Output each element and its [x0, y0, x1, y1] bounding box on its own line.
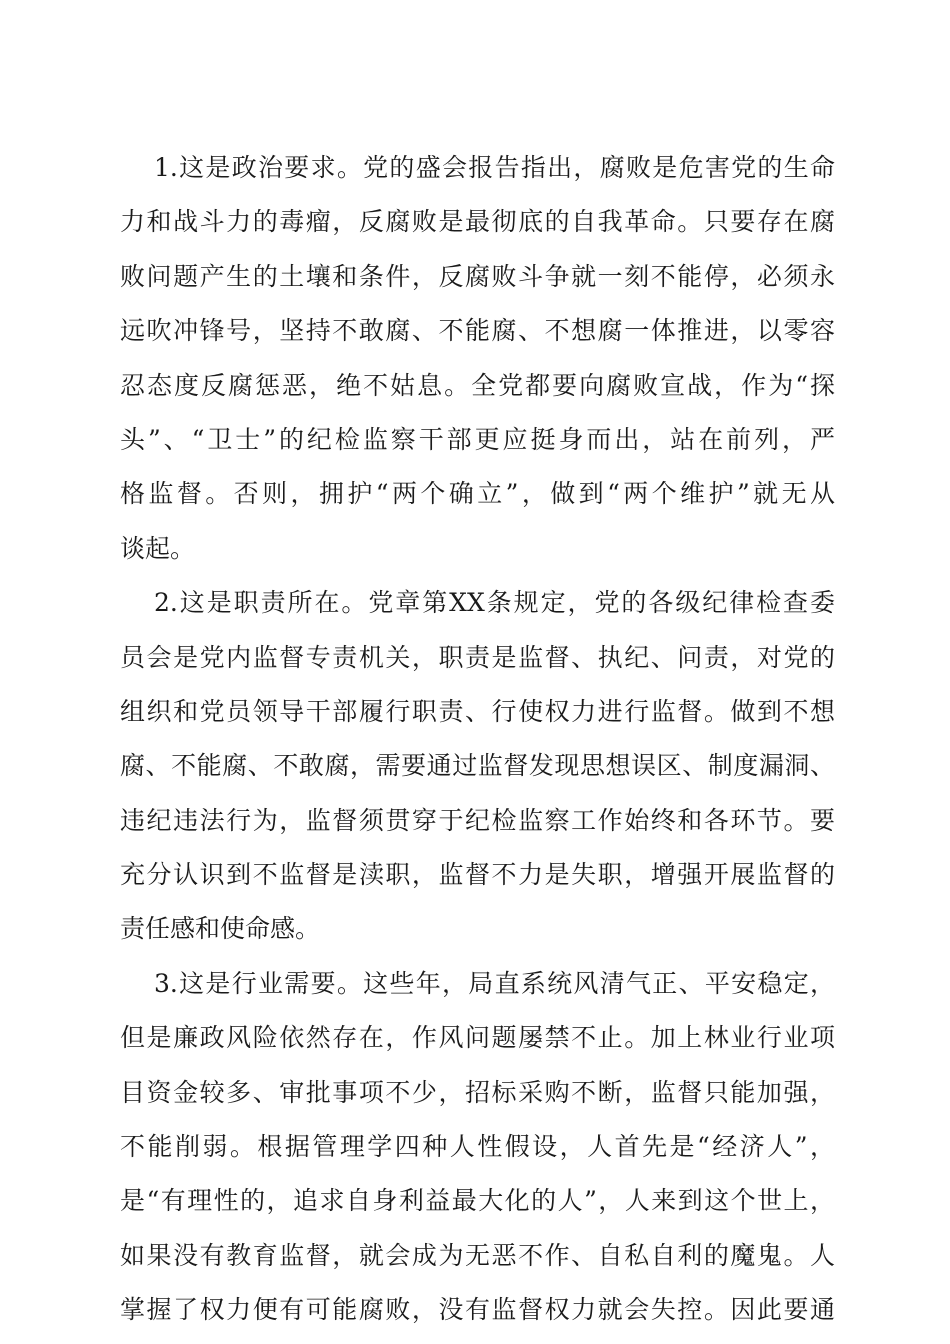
text-line: 1.这是政治要求。党的盛会报告指出，腐败是危害党的生命: [154, 153, 835, 182]
text-line: 员会是党内监督专责机关，职责是监督、执纪、问责，对党的: [120, 642, 835, 672]
text-line: 充分认识到不监督是渎职，监督不力是失职，增强开展监督的: [120, 860, 835, 890]
text-line: 败问题产生的土壤和条件，反腐败斗争就一刻不能停，必须永: [120, 261, 835, 291]
text-line: 目资金较多、审批事项不少，招标采购不断，监督只能加强，: [120, 1077, 835, 1107]
text-line: 腐、不能腐、不敢腐，需要通过监督发现思想误区、制度漏洞、: [120, 751, 835, 781]
text-line: 2.这是职责所在。党章第XX条规定，党的各级纪律检查委: [154, 588, 835, 618]
text-line: 谈起。: [120, 533, 196, 563]
text-line: 但是廉政风险依然存在，作风问题屡禁不止。加上林业行业项: [120, 1023, 835, 1053]
text-line: 远吹冲锋号，坚持不敢腐、不能腐、不想腐一体推进，以零容: [120, 316, 835, 346]
text-line: 不能削弱。根据管理学四种人性假设，人首先是“经济人”，: [120, 1132, 835, 1162]
text-line: 责任感和使命感。: [120, 914, 321, 944]
text-line: 3.这是行业需要。这些年，局直系统风清气正、平安稳定，: [154, 968, 835, 998]
text-line: 力和战斗力的毒瘤，反腐败是最彻底的自我革命。只要存在腐: [120, 207, 835, 237]
paragraph-industry-need: [120, 957, 835, 1338]
text-line: 头”、“卫士”的纪检监察干部更应挺身而出，站在前列，严: [120, 424, 835, 454]
paragraph-duty: [120, 576, 835, 957]
text-line: 格监督。否则，拥护“两个确立”，做到“两个维护”就无从: [120, 479, 835, 509]
text-line: 掌握了权力便有可能腐败，没有监督权力就会失控。因此要通: [120, 1295, 835, 1325]
text-line: 如果没有教育监督，就会成为无恶不作、自私自利的魔鬼。人: [120, 1240, 835, 1270]
text-line: 组织和党员领导干部履行职责、行使权力进行监督。做到不想: [120, 696, 835, 726]
document-body: [120, 141, 835, 1338]
text-line: 违纪违法行为，监督须贯穿于纪检监察工作始终和各环节。要: [120, 805, 835, 835]
paragraph-political-requirement: [120, 141, 835, 576]
text-line: 是“有理性的，追求自身利益最大化的人”，人来到这个世上，: [120, 1186, 835, 1216]
text-line: 忍态度反腐惩恶，绝不姑息。全党都要向腐败宣战，作为“探: [120, 370, 835, 400]
